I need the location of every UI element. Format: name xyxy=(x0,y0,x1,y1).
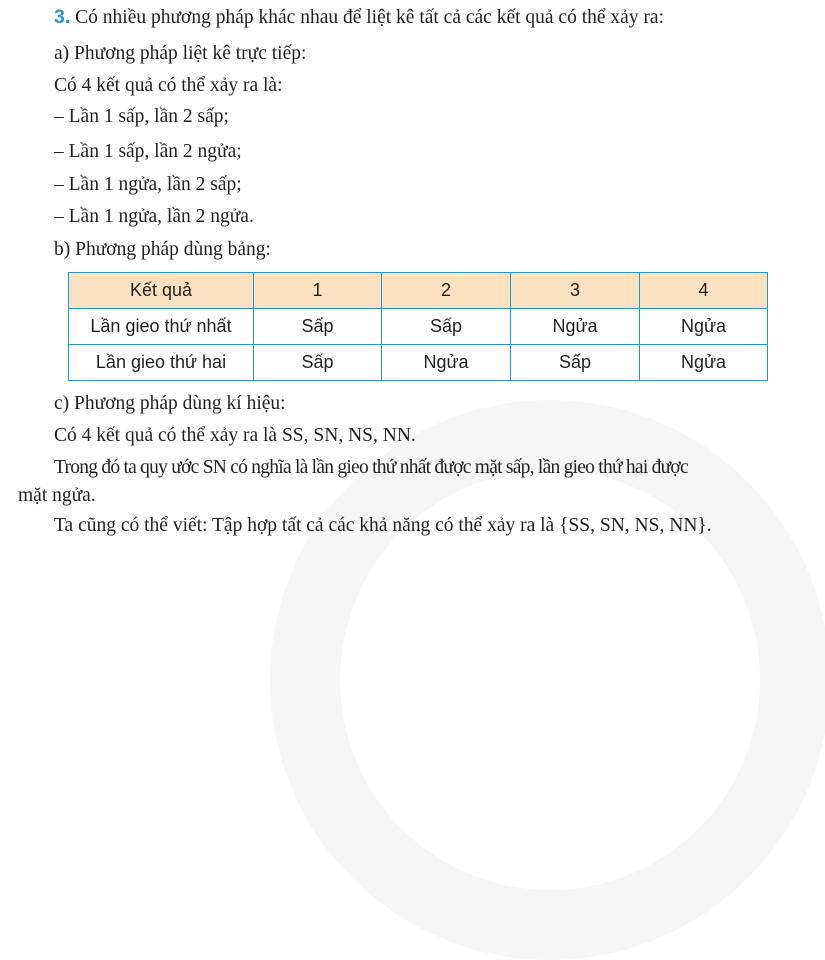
table-header-row xyxy=(69,273,768,309)
method-a-item: – Lần 1 ngửa, lần 2 ngửa. xyxy=(54,206,254,227)
table-header-cell: Kết quả xyxy=(69,273,254,309)
method-a-item: – Lần 1 ngửa, lần 2 sấp; xyxy=(54,174,242,195)
table-header-cell: 4 xyxy=(640,273,768,309)
table-cell: Lần gieo thứ hai xyxy=(69,345,254,381)
results-table xyxy=(68,272,768,381)
background-watermark xyxy=(270,400,825,960)
intro-line xyxy=(54,8,664,28)
table-header-cell: 1 xyxy=(254,273,382,309)
section-intro: Có nhiều phương pháp khác nhau để liệt kê tất cả các kết quả có thể xảy ra: xyxy=(75,7,665,28)
table-cell: Ngửa xyxy=(640,309,768,345)
method-a-heading: a) Phương pháp liệt kê trực tiếp: xyxy=(54,43,307,64)
method-c-heading: c) Phương pháp dùng kí hiệu: xyxy=(54,393,286,414)
table-cell: Sấp xyxy=(254,309,382,345)
table-cell: Ngửa xyxy=(640,345,768,381)
table-cell: Sấp xyxy=(511,345,640,381)
table-header-cell: 3 xyxy=(511,273,640,309)
table-cell: Lần gieo thứ nhất xyxy=(69,309,254,345)
convention-text-line2: mặt ngửa. xyxy=(18,485,96,506)
method-a-item: – Lần 1 sấp, lần 2 sấp; xyxy=(54,106,229,127)
section-number: 3. xyxy=(54,6,71,28)
table-header-cell: 2 xyxy=(382,273,511,309)
table-cell: Sấp xyxy=(254,345,382,381)
table-cell: Ngửa xyxy=(511,309,640,345)
table-cell: Sấp xyxy=(382,309,511,345)
table-cell: Ngửa xyxy=(382,345,511,381)
table-row xyxy=(69,345,768,381)
convention-text-line1: Trong đó ta quy ước SN có nghĩa là lần gieo thứ nhất được mặt sấp, lần gieo thứ hai được xyxy=(54,457,688,478)
method-a-item: – Lần 1 sấp, lần 2 ngửa; xyxy=(54,141,242,162)
method-b-heading: b) Phương pháp dùng bảng: xyxy=(54,239,271,260)
method-c-summary: Có 4 kết quả có thể xảy ra là SS, SN, NS, NN. xyxy=(54,425,416,446)
set-statement: Ta cũng có thể viết: Tập hợp tất cả các khả năng có thể xảy ra là {SS, SN, NS, NN}. xyxy=(54,515,712,536)
table-row xyxy=(69,309,768,345)
method-a-summary: Có 4 kết quả có thể xảy ra là: xyxy=(54,75,283,96)
